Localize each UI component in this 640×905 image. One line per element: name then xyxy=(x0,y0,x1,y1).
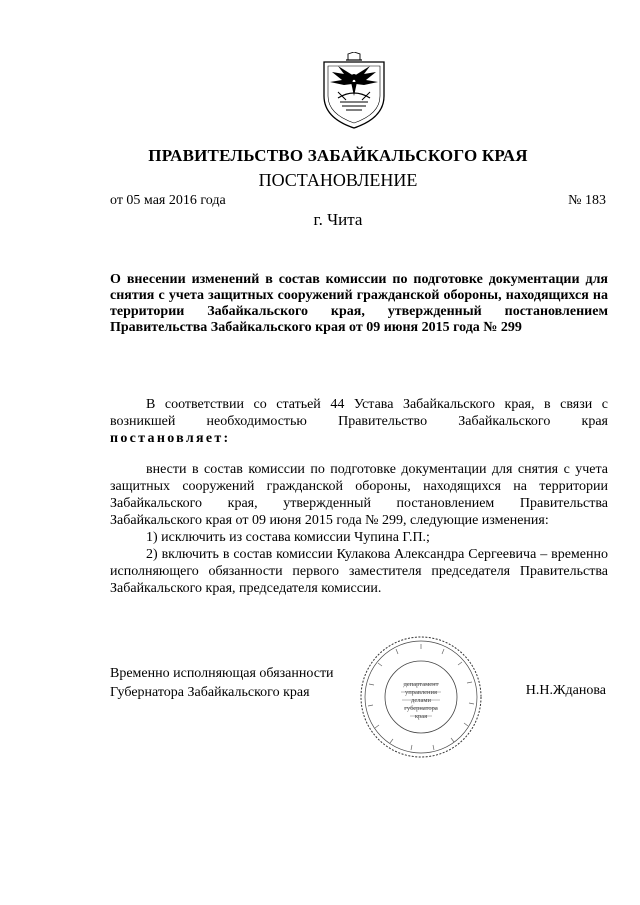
stamp-line: края xyxy=(414,713,428,720)
signatory-name: Н.Н.Жданова xyxy=(525,683,606,698)
stamp-line: делами xyxy=(411,697,431,704)
stamp-line: управления xyxy=(405,689,437,696)
signatory-position xyxy=(110,664,334,702)
document-date: от 05 мая 2016 года xyxy=(110,193,226,208)
stamp-line: департамент xyxy=(403,681,439,688)
document-type: ПОСТАНОВЛЕНИЕ xyxy=(258,170,418,190)
decree-item: 2) включить в состав комиссии Кулакова Александра Сергеевича – временно исполняющего обязанности первого заместителя председателя Правительства Забайкальского края, председателя комиссии. xyxy=(110,547,608,596)
document-subject: О внесении изменений в состав комиссии по подготовке документации для снятия с учета защитных сооружений гражданской обороны, находящихся на территории Забайкальского края, утвержденный постановлением Правительства Забайкальского края от 09 июня 2015 года № 299 xyxy=(110,272,608,335)
government-title: ПРАВИТЕЛЬСТВО ЗАБАЙКАЛЬСКОГО КРАЯ xyxy=(148,146,528,165)
decree-item: 1) исключить из состава комиссии Чупина Г.П.; xyxy=(146,530,430,545)
preamble-text: В соответствии со статьей 44 Устава Забайкальского края, в связи с возникшей необходимостью Правительство Забайкальского края xyxy=(110,397,608,429)
document-number: № 183 xyxy=(568,193,606,208)
document-city: г. Чита xyxy=(313,210,363,229)
decree-intro: внести в состав комиссии по подготовке документации для снятия с учета защитных сооружений гражданской обороны, находящихся на территории Забайкальского края, утвержденный постановлением Правительства Забайкальского края от 09 июня 2015 года № 299, следующие изменения: xyxy=(110,462,608,528)
official-seal-stamp xyxy=(356,632,486,762)
signatory-position-line: Временно исполняющая обязанности xyxy=(110,666,334,681)
decree-word: постановляет: xyxy=(110,431,231,446)
stamp-line: губернатора xyxy=(404,705,438,712)
coat-of-arms-icon xyxy=(318,52,390,130)
decree-body xyxy=(110,461,608,597)
preamble xyxy=(110,396,608,447)
signatory-position-line: Губернатора Забайкальского края xyxy=(110,685,310,700)
